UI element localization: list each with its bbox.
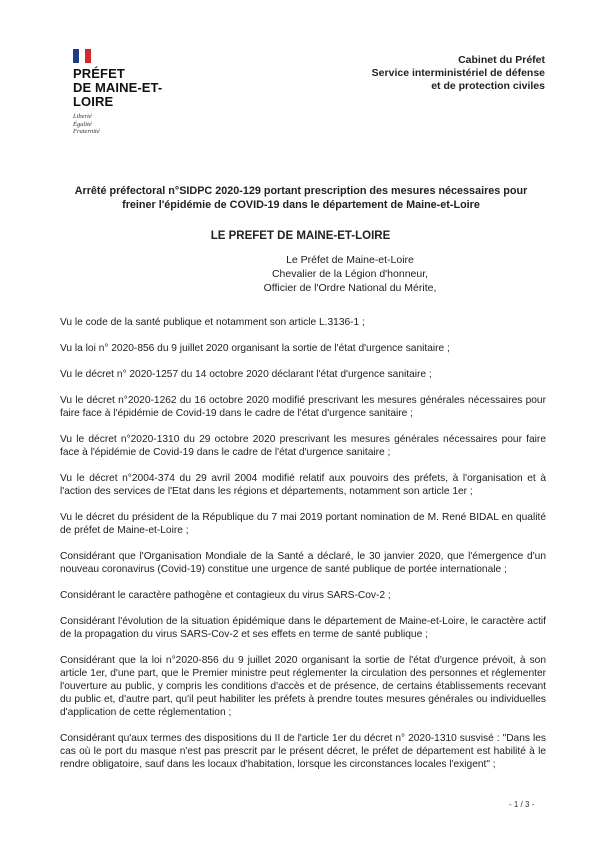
page-number: - 1 / 3 -: [509, 800, 535, 809]
visa-paragraph: Vu le décret du président de la République du 7 mai 2019 portant nomination de M. René BIDAL en qualité de préfet de Maine-et-Loire ;: [60, 512, 546, 536]
logo-line-1: PRÉFET: [73, 66, 125, 81]
cabinet-line-3: et de protection civiles: [431, 80, 545, 92]
cabinet-line-1: Cabinet du Préfet: [458, 54, 545, 66]
motto-fraternite: Fraternité: [73, 128, 100, 135]
motto-egalite: Égalité: [73, 120, 92, 128]
decree-body: [60, 316, 546, 771]
considerant-paragraph: Considérant le caractère pathogène et contagieux du virus SARS-Cov-2 ;: [60, 590, 391, 601]
republic-motto: [73, 113, 193, 136]
quality-line-1: Le Préfet de Maine-et-Loire: [286, 254, 414, 266]
visa-paragraph: Vu le code de la santé publique et notamment son article L.3136-1 ;: [60, 317, 365, 328]
visa-paragraph: Vu le décret n° 2020-1257 du 14 octobre 2020 déclarant l'état d'urgence sanitaire ;: [60, 369, 432, 380]
decree-title: Arrêté préfectoral n°SIDPC 2020-129 portant prescription des mesures nécessaires pour freiner l'épidémie de COVID-19 dans le département de Maine-et-Loire: [74, 185, 528, 211]
prefect-qualities: [240, 253, 460, 295]
visa-paragraph: Vu le décret n°2020-1310 du 29 octobre 2020 prescrivant les mesures générales nécessaires pour faire face à l'épidémie de Covid-19 dans le cadre de l'état d'urgence sanitaire ;: [60, 434, 546, 458]
visa-paragraph: Vu le décret n°2020-1262 du 16 octobre 2020 modifié prescrivant les mesures générales nécessaires pour faire face à l'épidémie de Covid-19 dans le cadre de l'état d'urgence sanitaire ;: [60, 395, 546, 419]
issuing-service: [372, 54, 545, 93]
quality-line-2: Chevalier de la Légion d'honneur,: [271, 268, 429, 280]
considerant-paragraph: Considérant l'évolution de la situation épidémique dans le département de Maine-et-Loire, le caractère actif de la propagation du virus SARS-Cov-2 et ses effets en terme de santé publique ;: [60, 616, 546, 640]
visa-paragraph: Vu la loi n° 2020-856 du 9 juillet 2020 organisant la sortie de l'état d'urgence sanitaire ;: [60, 343, 450, 354]
quality-line-3: Officier de l'Ordre National du Mérite,: [263, 282, 437, 294]
considerant-paragraph: Considérant que l'Organisation Mondiale de la Santé a déclaré, le 30 janvier 2020, que l'émergence d'un nouveau coronavirus (Covid-19) constitue une urgence de santé publique de portée internationale ;: [60, 551, 546, 575]
visa-paragraph: Vu le décret n°2004-374 du 29 avril 2004 modifié relatif aux pouvoirs des préfets, à l'organisation et à l'action des services de l'Etat dans les régions et départements, notamment son article 1er ;: [60, 473, 546, 497]
marianne-flag-icon: [73, 49, 91, 63]
cabinet-line-2: Service interministériel de défense: [371, 67, 545, 79]
authority-heading: LE PREFET DE MAINE-ET-LOIRE: [210, 230, 391, 242]
considerant-paragraph: Considérant que la loi n°2020-856 du 9 juillet 2020 organisant la sortie de l'état d'urgence prévoit, à son article 1er, d'une part, que le Premier ministre peut réglementer la circulation des personnes et réglementer l'ouverture au public, y compris les conditions d'accès et de présence, de certains établissements recevant du public et, d'autre part, qu'il peut habiliter les préfets à prendre toutes mesures générales ou individuelles d'application de cette réglementation ;: [60, 655, 546, 718]
motto-liberte: Liberté: [73, 113, 92, 120]
considerant-paragraph: Considérant qu'aux termes des dispositions du II de l'article 1er du décret n° 2020-1310 susvisé : "Dans les cas où le port du masque n'est pas prescrit par le présent décret, le préfet de département est habilité à le rendre obligatoire, sauf dans les locaux d'habitation, lorsque les circonstances locales l'exigent" ;: [60, 733, 546, 770]
prefecture-logo: [73, 49, 193, 136]
logo-line-2: DE MAINE-ET-LOIRE: [73, 80, 163, 109]
